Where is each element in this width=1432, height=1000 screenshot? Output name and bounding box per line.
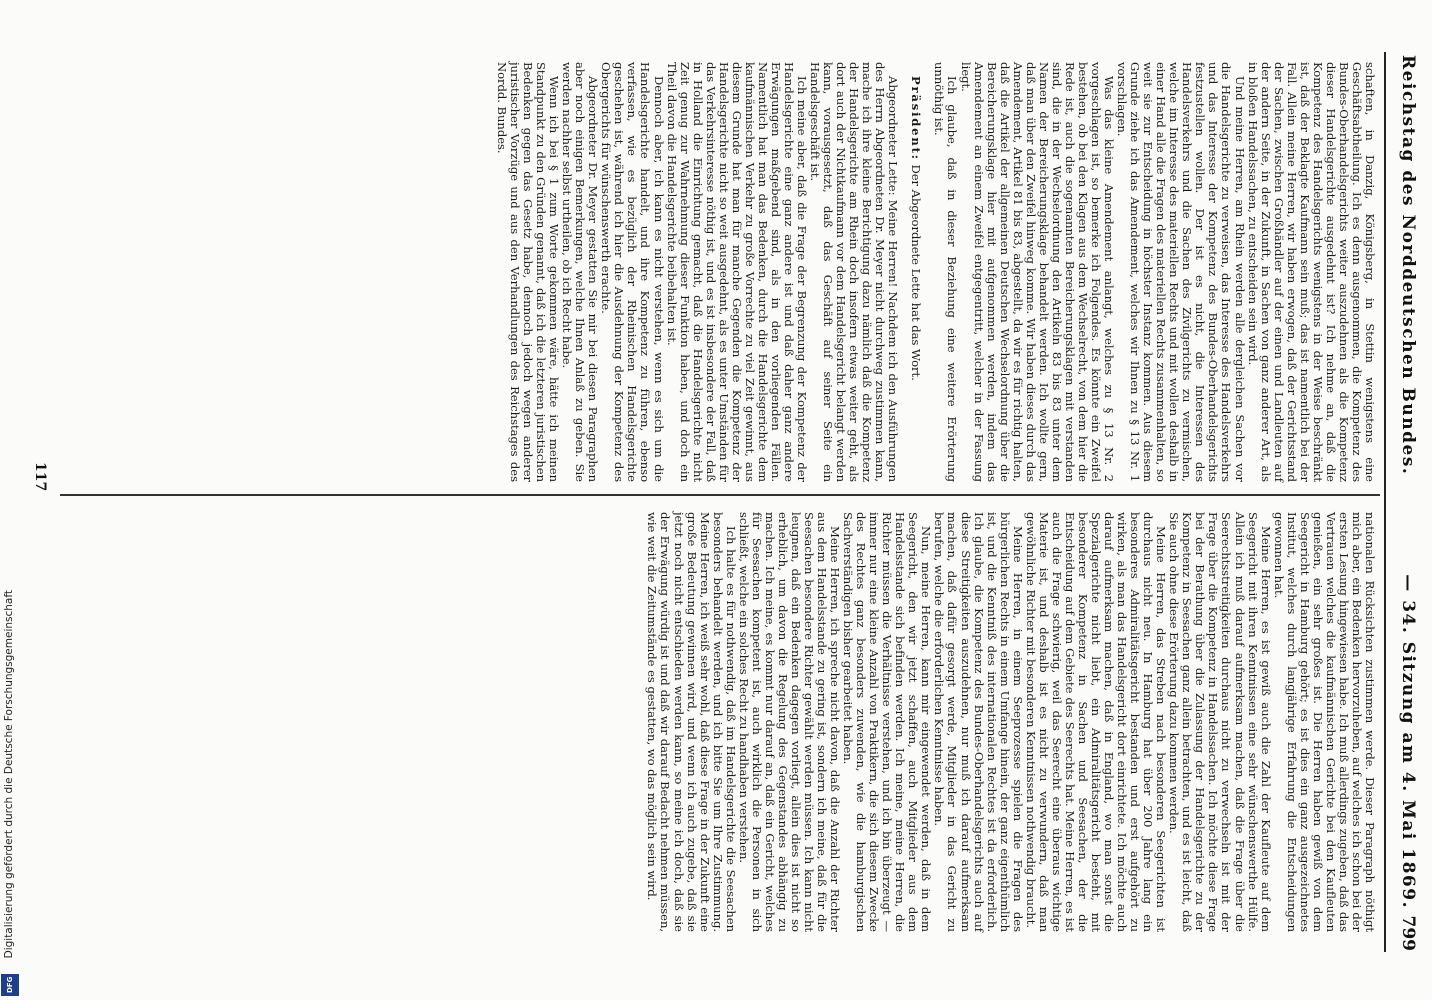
sheet-signature: 117 bbox=[32, 462, 48, 492]
paragraph: Ich meine aber, daß die Frage der Begrenzung der Kompetenz der Handelsgerichte eine ganz andere ist und daß daher ganz andere Erwägungen maßgebend sind, als in den vorliegenden Fällen. Namentlich hat man das Bedenken, durch die Handelsgerichte dem kaufmännischen Verkehr zu große Vorrechte zu viel Zeit gewinnt, aus diesem Grunde hat man für manche Gegenden die Kompetenz der Handelsgerichte nicht so weit ausgedehnt, als es unter Umständen für das Verkehrsinteresse nöthig ist, und es ist insbesondere der Fall, daß in Holland die Einrichtung gemacht, daß die Handelsgerichte nicht Zeit genug zur Wahrnehmung dieser Funktion haben, und doch ein Theil davon die Handelsgerichte beibehalten ist. bbox=[664, 62, 810, 482]
page-header bbox=[1388, 55, 1418, 951]
paragraph: Abgeordneter Dr. Meyer gestatten Sie mir bei diesen Paragraphen aber noch einigen Bemerkungen, welche Ihnen Anlaß zu geben. Sie werden nachher selbst urtheilen, ob ich Recht habe. bbox=[560, 62, 601, 482]
paragraph: Meine Herren, es ist gewiß auch die Zahl der Kaufleute auf dem Seegericht mit ihren Kenntnissen eine sehr wünschenswerthe Hülfe. Allein ich muß darauf aufmerksam machen, daß die Frage über die Seerechtsstreitigkeiten durchaus nicht zu verwechseln ist mit der Frage über die Kompetenz in Handelssachen. Ich möchte diese Frage bei der Berathung über die Zulassung der Handelsgerichte zu der Kompetenz in Seesachen ganz allein betrachten, und es ist leicht, daß Sie auch ohne diese Erörterung dazu kommen werden. bbox=[1167, 512, 1273, 932]
journal-title: Reichstag des Norddeutschen Bundes. bbox=[1398, 55, 1418, 476]
paragraph: schaften, in Danzig, Königsberg, in Stettin wenigstens eine Geschäftsabtheilung. Ich es denn ausgenommen, die Kompetenz des Bundes-Oberhandelsgerichts weiter auszudehnen als die Kompetenz dieser Handelsgerichte ausgedehnt ist? Ich nehme an, daß die Kompetenz des Handelsgerichts wenigstens in der Weise beschränkt ist, daß der Beklagte Kaufmann sein muß; das ist namentlich bei der Fall. Allein meine Herren, wir haben erwogen, daß der Gerichtsstand der Sachen, zwischen Großhändler auf der einen und Landleuten auf der andern Seite, in der Zukunft, in Sachen von ganz anderer Art, als in bloßen Handelssachen, zu entscheiden sein wird. bbox=[1245, 62, 1377, 482]
dfg-logo-icon: DFG bbox=[1, 974, 19, 996]
speaker-text: Der Abgeordnete Lette hat das Wort. bbox=[909, 164, 924, 381]
paragraph: Und meine Herren, am Rhein werden alle dergleichen Sachen vor die Handelsgerichte zu verweisen, das Interesse des Handelsverkehrs und das Interesse der Kompetenz des Bundes-Oberhandelsgerichts festzustellen wollen. Der ist es nicht, die Interessen des Handelsverkehrs und die Sachen des Zivilgerichts zu vermischen, welche im Interesse des materiellen Rechts und mit wollen deshalb in einer Hand alle die Fragen des materiellen Rechts zusammenhalten, so weit sie zur Entscheidung in höchster Instanz kommen. Aus diesem Grunde ziehe ich das Amendement, welches wir Ihnen zu § 13 Nr. 1 vorschlagen. bbox=[1115, 62, 1247, 482]
paragraph: Dennoch aber, ich kann es nicht verstehen, wenn es sich um die Handelsgerichte handelt, und ihre Kompetenz zu führen, ebenso verfassen, wie es bezüglich der Rheinischen Handelsgerichte geschehen ist, während ich hier die Ausdehnung der Kompetenz des Obergerichts für wünschenswerth erachte. bbox=[599, 62, 666, 482]
column-separator bbox=[60, 494, 1380, 496]
header-rule bbox=[1384, 52, 1386, 952]
session-title: — 34. Sitzung am 4. Mai 1869. bbox=[1398, 574, 1418, 909]
right-column bbox=[645, 512, 1376, 932]
paragraph: Meine Herren, das Streben nach besonderen Seegerichten ist durchaus nicht neu. In Hamburg hat über 200 Jahre lang ein besonderes Admiralitätsgericht bestanden und erst aufgehört zu wirken, als man das Handelsgericht dort einrichtete. Ich möchte auch darauf aufmerksam machen, daß in England, wo man sonst die Spezialgerichte nicht liebt, ein Admiralitätsgericht besteht, mit besonderer Kompetenz in Sachen und Seesachen, der die Entscheidung auf dem Gebiete des Seerechts hat. Meine Herren, es ist auch die Frage schwierig, weil das Seerecht eine überaus wichtige Materie ist, und deshalb ist es nicht zu verwundern, daß man gewöhnliche Richter mit besonderen Kenntnissen nothwendig braucht. bbox=[1023, 512, 1169, 932]
digitization-strip bbox=[0, 0, 20, 1000]
paragraph: Nun, meine Herren, kann mir eingewendet werden, daß in dem Seegericht, den wir jetzt schaffen, auch Mitglieder aus dem Handelsstande sich befinden werden. Ich meine, meine Herren, die Richter müssen die Verhältnisse verstehen, und ich bin überzeugt — immer nur eine kleine Anzahl von Praktikern, die sich diesem Zwecke des Rechtes ganz besonders zuwenden, wie die hamburgischen Sachverständigen bisher gearbeitet haben. bbox=[841, 512, 934, 932]
paragraph: Meine Herren, ich spreche nicht davon, daß die Anzahl der Richter aus dem Handelsstande zu gering ist, sondern ich meine, daß für die Seesachen besondere Richter gewählt werden müssen. Ich kann nicht leugnen, daß ein Bedenken dagegen vorliegt, allein dies ist nicht so erheblich, um davon die Regelung des Gegenstandes abhängig zu machen. Ich meine, es kommt nur darauf an, daß ein Gericht, welches für Seesachen kompetent ist, auch wirklich die Personen in sich schließt, welche ein solches Recht zu handhaben verstehen. bbox=[736, 512, 843, 932]
digitization-note: Digitalisierung gefördert durch die Deutsche Forschungsgemeinschaft bbox=[3, 590, 15, 959]
speaker-line bbox=[909, 62, 922, 482]
paragraph: Abgeordneter Lette: Meine Herren! Nachdem ich den Ausführungen des Herrn Abgeordneten Dr. Meyer nicht durchweg zustimmen kann, mache ich ihre kleine Berichtigung dazu nämlich daß die Kompetenz der Handelsgerichte am Rhein doch insofern etwas weiter geht, als dort auch der Nichtkaufmann vor dem Handelsgericht belangt werden kann, vorausgesetzt, daß das Geschäft auf seiner Seite ein Handelsgeschäft ist. bbox=[808, 62, 901, 482]
speaker-role: Präsident: bbox=[909, 76, 924, 161]
page-number: 799 bbox=[1398, 915, 1418, 951]
paragraph: nationalen Rücksichten zustimmen werde. Dieser Paragraph nöthigt mich aber, ein Bedenken hervorzuheben, auf welches ich schon bei der ersten Lesung hingewiesen habe. Ich muß allerdings zugeben, daß das Vertrauen welches die kaufmännischen Gerichte bei den Kaufleuten genießen, ein sehr großes ist. Die Herren haben gewiß von dem Seegericht in Hamburg gehört; es ist dies ein ganz ausgezeichnetes Institut, welches durch langjährige Erfahrung die Entscheidungen gewonnen hat. bbox=[1271, 512, 1377, 932]
paragraph: Ich halte es für nothwendig, daß im Handelsgerichte die Seesachen besonders behandelt werden, und ich bitte Sie um Ihre Zustimmung. Meine Herren, ich weiß sehr wohl, daß diese Frage in der Zukunft eine große Bedeutung gewinnen wird, und wenn ich auch zugebe, daß sie jetzt noch nicht entschieden werden kann, so meine ich doch, daß sie der Erwägung würdig ist und daß wir darauf Bedacht nehmen müssen, wie weit die Zeitumstände es gestatten, wo das möglich sein wird. bbox=[645, 512, 738, 932]
paragraph: Ich glaube, daß in dieser Beziehung eine weitere Erörterung unnöthig ist. bbox=[932, 62, 960, 482]
left-column bbox=[495, 62, 1376, 482]
paragraph: Wenn ich bei § 1 zum Worte gekommen wäre, hätte ich meinen Standpunkt zu den Gründen genannt, daß ich die letzteren juristischen Bedenken gegen das Gesetz habe, dennoch jedoch wegen anderer juristischer Vorzüge und aus den Verhandlungen des Reichstages des Nordd. Bundes. bbox=[494, 62, 562, 482]
paragraph: Meine Herren, in einem Seeprozesse spielen die Fragen des bürgerlichen Rechts in einem Umfange hinein, der ganz eigenthümlich ist, und die Kenntniß des internationalen Rechtes ist da erforderlich. Ich glaube, die Kompetenz des Bundes-Oberhandelsgerichts auch auf diese Streitigkeiten auszudehnen, nur muß ich darauf aufmerksam machen, daß dafür gesorgt werde, Mitglieder in das Gericht zu berufen, welche die erforderlichen Kenntnisse haben. bbox=[932, 512, 1025, 932]
paragraph: Was das kleine Amendement anlangt, welches zu § 13 Nr. 2 vorgeschlagen ist, so bemerke ich Folgendes. Es könnte ein Zweifel bestehen, ob bei den Klagen aus dem Wechselrecht, von dem hier die Rede ist, auch die sogenannten Bereicherungsklagen mit verstanden sind, die in der Wechselordnung den Artikeln 83 bis 83 unter dem Namen der Bereicherungsklage behandelt werden. Ich wollte gern, daß man über den Zweifel hinweg komme. Wir haben dieses durch das Amendement, Artikel 81 bis 83, abgestellt, da wir es für richtig halten, daß die Artikel der allgemeinen Deutschen Wechselordnung über die Bereicherungsklage hier mit aufgenommen werden, indem das Amendement an einem Zweifel entgegentritt, welcher in der Fassung liegt. bbox=[958, 62, 1117, 482]
